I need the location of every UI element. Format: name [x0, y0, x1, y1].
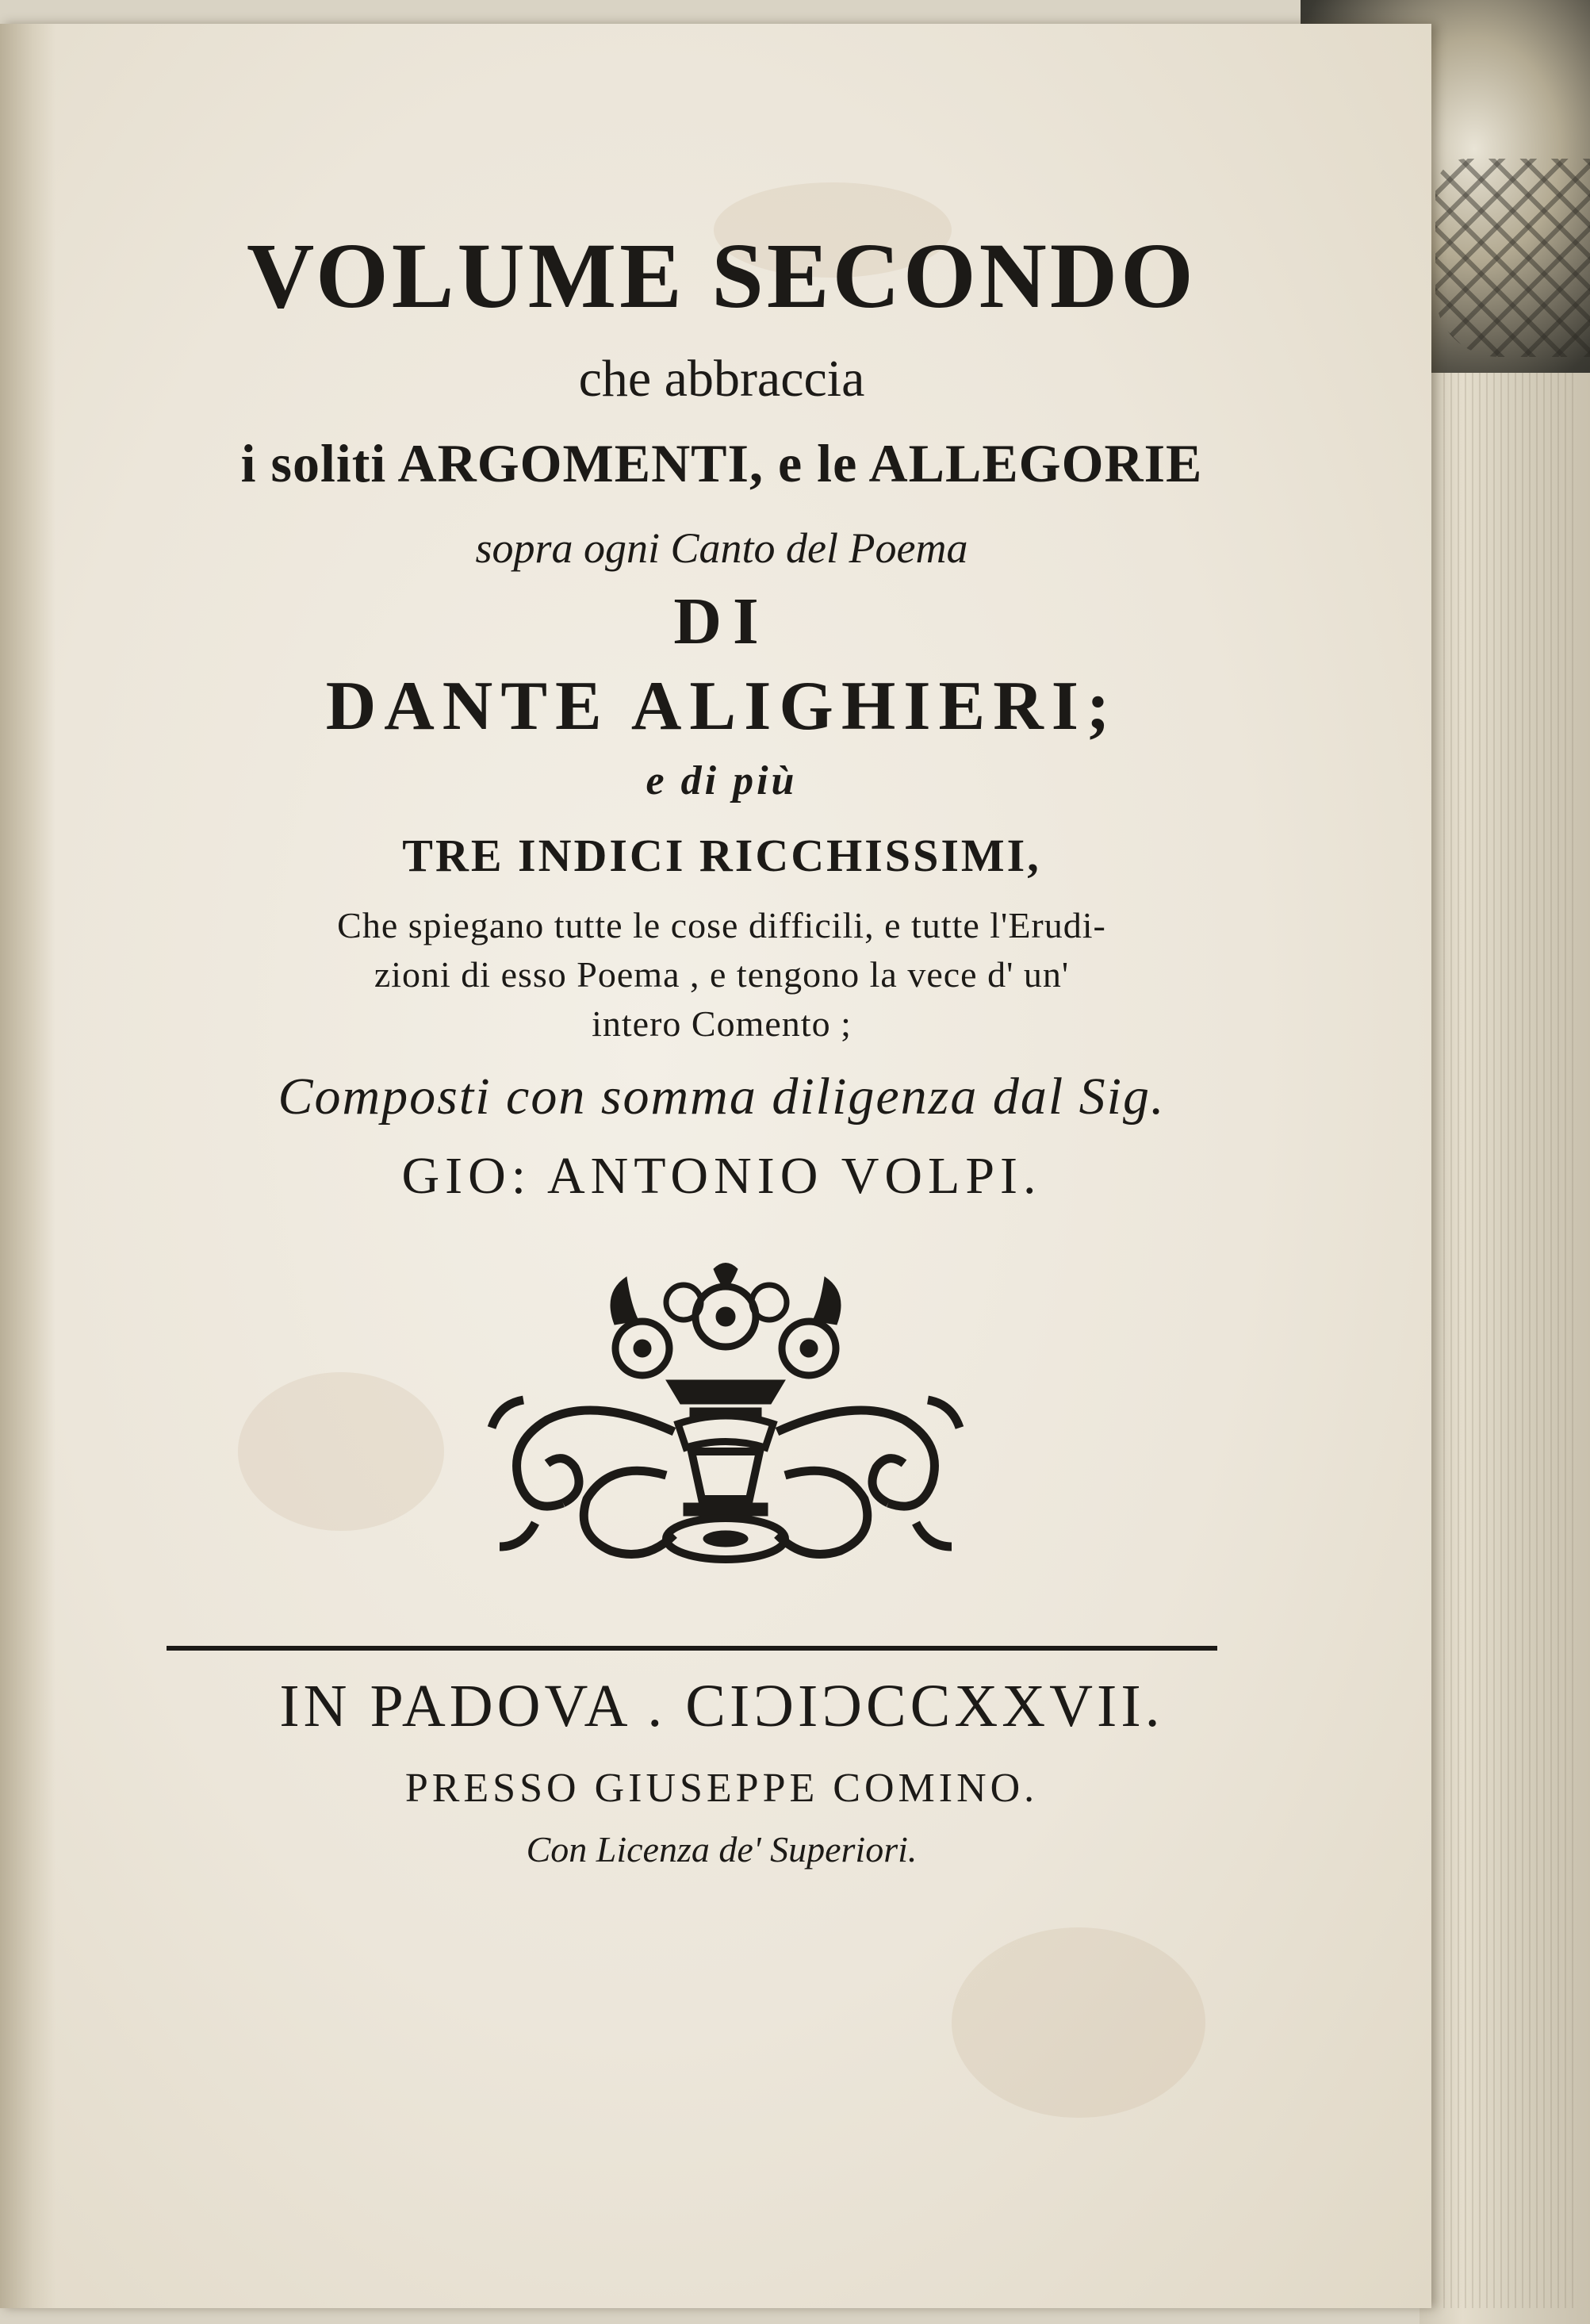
foxing-stain	[952, 1927, 1205, 2118]
vase	[666, 1380, 785, 1559]
of-line: DI	[673, 585, 770, 658]
bouquet	[611, 1264, 841, 1376]
floral-vase-ornament-icon	[476, 1261, 975, 1570]
clasp-pattern	[1435, 159, 1590, 357]
imprint-place-date: IN PADOVA . CIƆIƆCCXXVII.	[279, 1673, 1164, 1739]
license-line: Con Licenza de' Superiori.	[526, 1829, 918, 1870]
page-edge-lines	[1443, 174, 1578, 2308]
description-line-1: Che spiegano tutte le cose difficili, e tutte l'Erudi-	[337, 905, 1106, 945]
right-scroll	[777, 1400, 960, 1555]
embraces-line: che abbraccia	[578, 350, 865, 408]
subjects-line: i soliti ARGOMENTI, e le ALLEGORIE	[240, 433, 1203, 493]
printer-name: PRESSO GIUSEPPE COMINO.	[404, 1766, 1039, 1811]
composed-by-line: Composti con somma diligenza dal Sig.	[278, 1068, 1166, 1126]
description-line-3: intero Comento ;	[592, 1003, 852, 1044]
indices-line: TRE INDICI RICCHISSIMI,	[402, 830, 1041, 881]
canto-line: sopra ogni Canto del Poema	[475, 524, 968, 572]
description-line-2: zioni di esso Poema , e tengono la vece d' un'	[374, 954, 1070, 995]
foxing-stain	[238, 1372, 444, 1531]
horizontal-rule	[167, 1646, 1217, 1651]
and-more-line: e di più	[646, 758, 798, 803]
compiler-name: GIO: ANTONIO VOLPI.	[401, 1147, 1042, 1205]
left-scroll	[492, 1400, 674, 1555]
author-name: DANTE ALIGHIERI;	[325, 668, 1118, 745]
volume-heading: VOLUME SECONDO	[247, 224, 1197, 328]
